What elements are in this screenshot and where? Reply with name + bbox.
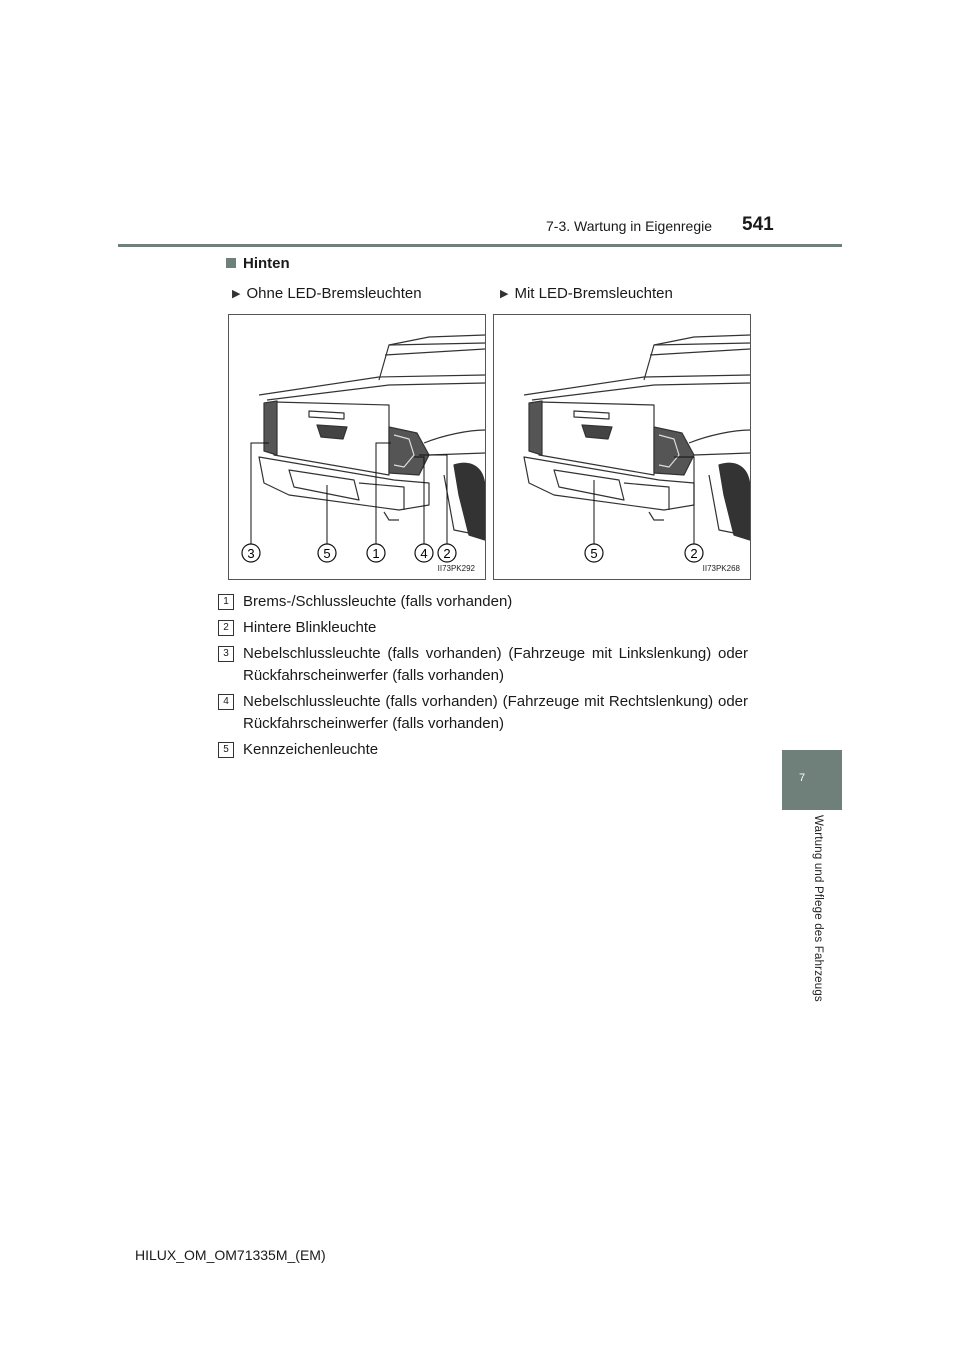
figure-code: II73PK268 (702, 564, 740, 573)
variant-label-2 (500, 285, 673, 302)
section-title: 7-3. Wartung in Eigenregie (546, 218, 713, 234)
chapter-number: 7 (798, 772, 806, 784)
legend-text: Hintere Blinkleuchte (243, 619, 377, 636)
variant-label-1 (232, 285, 422, 302)
legend-text: Brems-/Schlussleuchte (falls vorhanden) (243, 593, 513, 610)
figure-rear-with-led (493, 314, 751, 580)
legend-list (218, 591, 748, 765)
callout-label: 2 (690, 546, 698, 561)
section-heading (226, 255, 290, 272)
callout-label: 5 (323, 546, 331, 561)
legend-item (218, 617, 748, 639)
legend-item (218, 591, 748, 613)
truck-rear-illustration (494, 315, 750, 579)
chapter-tab (782, 750, 842, 810)
variant-text-1: Ohne LED-Bremsleuchten (246, 285, 422, 302)
legend-text: Nebelschlussleuchte (falls vorhanden) (Fahrzeuge mit Rechtslenkung) oder Rückfahrscheinwerfer (falls vorhanden) (243, 693, 748, 732)
triangle-bullet-icon: ▶ (232, 288, 241, 300)
chapter-label: Wartung und Pflege des Fahrzeugs (812, 815, 824, 1002)
document-id: HILUX_OM_OM71335M_(EM) (135, 1247, 326, 1263)
legend-number: 5 (218, 742, 234, 758)
legend-number: 4 (218, 694, 234, 710)
callout-label: 3 (247, 546, 255, 561)
legend-item (218, 643, 748, 687)
legend-item (218, 691, 748, 735)
legend-item (218, 739, 748, 761)
page-number: 541 (742, 214, 774, 235)
figure-code: II73PK292 (437, 564, 475, 573)
legend-number: 1 (218, 594, 234, 610)
legend-number: 3 (218, 646, 234, 662)
truck-rear-illustration (229, 315, 485, 579)
callout-label: 2 (443, 546, 451, 561)
legend-text: Nebelschlussleuchte (falls vorhanden) (Fahrzeuge mit Linkslenkung) oder Rückfahrscheinwerfer (falls vorhanden) (243, 645, 748, 684)
callout-label: 5 (590, 546, 598, 561)
variant-text-2: Mit LED-Bremsleuchten (514, 285, 673, 302)
callout-label: 1 (372, 546, 380, 561)
legend-number: 2 (218, 620, 234, 636)
figure-rear-without-led (228, 314, 486, 580)
triangle-bullet-icon: ▶ (500, 288, 509, 300)
header-rule (118, 244, 842, 247)
section-heading-text: Hinten (243, 255, 290, 272)
callout-label: 4 (420, 546, 428, 561)
legend-text: Kennzeichenleuchte (243, 741, 379, 758)
square-bullet-icon (226, 258, 236, 268)
